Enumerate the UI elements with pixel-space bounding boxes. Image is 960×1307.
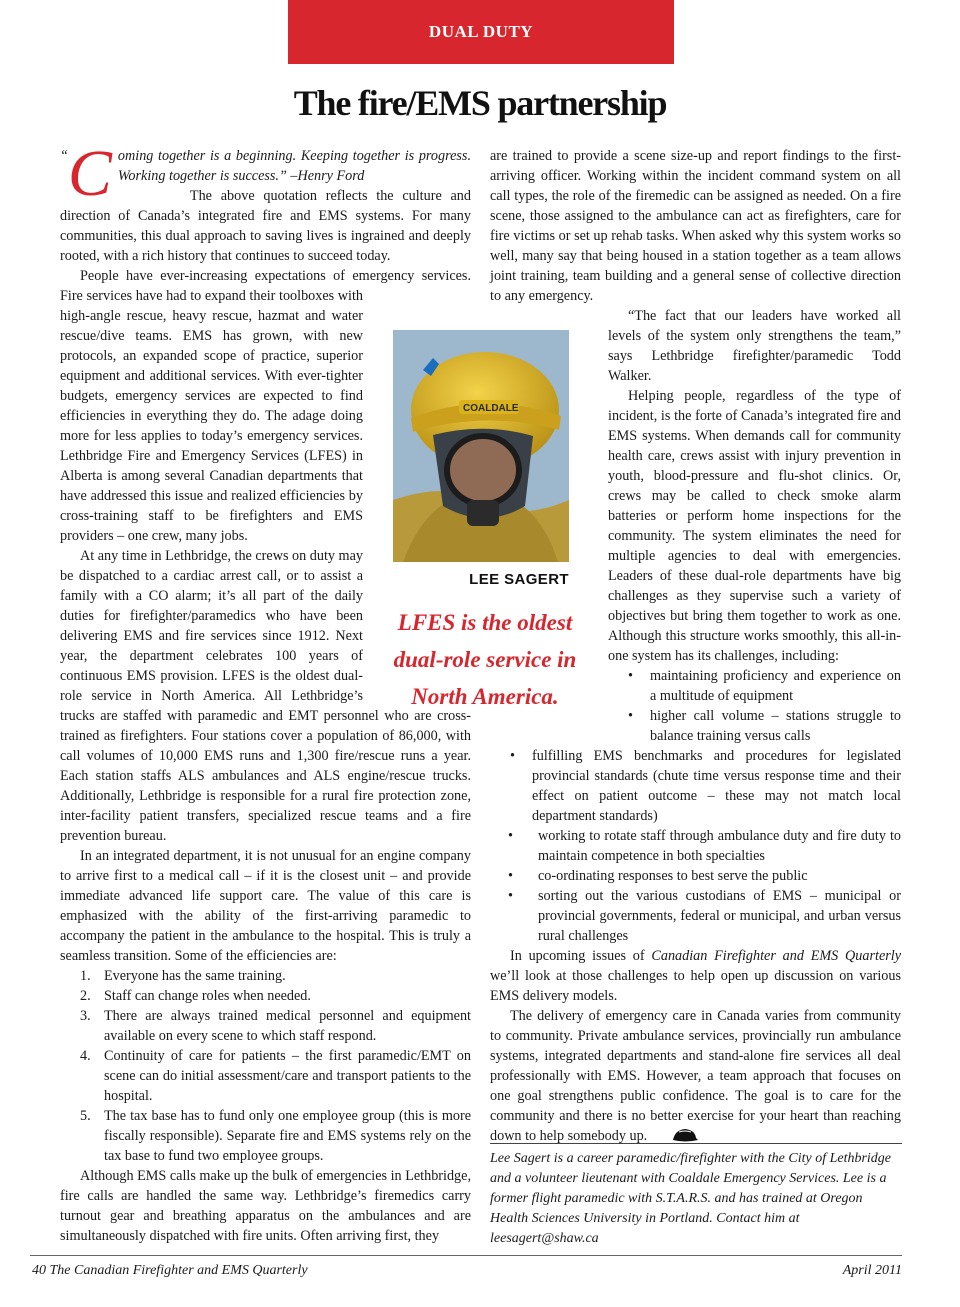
pull-quote: LFES is the oldest dual-role service in North America. <box>393 610 577 709</box>
p4-tail: we’ll look at those challenges to help open up discussion on various EMS delivery models. <box>490 968 901 1004</box>
helmet-text: COALDALE <box>463 403 519 414</box>
section-banner <box>288 0 674 64</box>
section-label: DUAL DUTY <box>428 22 534 41</box>
list-text: higher call volume – stations struggle to balance training versus calls <box>650 708 901 744</box>
list-text: sorting out the various custodians of EMS – municipal or provincial governments, federal or municipal, and urban versus rural challenges <box>538 888 901 944</box>
right-paragraph-4 <box>490 946 901 1006</box>
list-item <box>608 706 901 746</box>
list-text: working to rotate staff through ambulance duty and fire duty to maintain competence in both specialties <box>538 828 901 864</box>
photo-credit: LEE SAGERT <box>469 571 569 588</box>
list-item <box>490 746 901 826</box>
right-paragraph-2: “The fact that our leaders have worked all levels of the system only strengthens the team,” says Lethbridge firefighter/paramedic Todd Walker. <box>608 308 901 384</box>
p5-text: The delivery of emergency care in Canada varies from community to community. Private ambulance services, provincially run ambulance systems, integrated departments and stand-alone fire services all deal professionally with EMS. However, a team approach that focuses on one goal strengthens public confidence. The goal is to care for the community and there is no better exercise for your heart than reaching down to help somebody up. <box>490 1008 901 1144</box>
list-text: Everyone has the same training. <box>104 968 286 984</box>
list-item <box>60 1006 471 1046</box>
bullet: • <box>508 868 513 884</box>
list-item <box>60 1046 471 1106</box>
list-text: Continuity of care for patients – the first paramedic/EMT on scene can do initial assessment/care and transport patients to the hospital. <box>104 1048 471 1104</box>
challenges-list-b <box>490 826 901 946</box>
list-number: 1. <box>80 968 91 984</box>
list-item <box>60 986 471 1006</box>
firefighter-photo <box>393 330 569 562</box>
intro-text: The above quotation reflects the culture and direction of Canada’s integrated fire and EMS systems. For many communities, this dual approach to saving lives is ingrained and deeply rooted, with a rich history that continues to succeed today. <box>60 188 471 264</box>
bio-divider <box>490 1143 902 1144</box>
list-number: 4. <box>80 1048 91 1064</box>
list-item <box>60 966 471 986</box>
paragraph-2: People have ever-increasing expectations of emergency services. Fire services have had to expand their toolboxes with high-angle rescue, heavy rescue, hazmat and water rescue/dive teams. EMS has grown, with new protocols, an expanded scope of practice, superior equipment and additional services. With ever-tighter budgets, emergency services are expected to find efficiencies in everything they do. The adage doing more for less applies to today’s emergency services. Lethbridge Fire and Emergency Services (LFES) in Alberta is among several Canadian departments that have addressed this issue and realized efficiencies by cross-training staff to be firefighters and EMS providers – one crew, many jobs. <box>60 268 471 544</box>
right-paragraph-5 <box>490 1006 901 1149</box>
quote-mark: “ <box>60 148 68 164</box>
list-item <box>608 666 901 706</box>
fire-helmet-icon <box>651 1127 699 1149</box>
right-paragraph-1: are trained to provide a scene size-up and report findings to the first-arriving officer. Working within the incident command system on all call types, the role of the firemedic can be assigned as needed. On a fire scene, those assigned to the ambulance can act as firefighters, care for fire victims or set up rehab tasks. When asked why this system works so well, many say that being housed in a station together as a team allows joint training, team building and a general sense of collective direction to any emergency. <box>490 148 901 304</box>
footer-divider <box>30 1255 902 1256</box>
list-text: Staff can change roles when needed. <box>104 988 311 1004</box>
bullet: • <box>508 828 513 844</box>
efficiencies-list <box>60 966 471 1166</box>
bullet: • <box>628 708 633 724</box>
magazine-name: Canadian Firefighter and EMS Quarterly <box>651 948 902 964</box>
list-text: maintaining proficiency and experience on a multitude of equipment <box>650 668 901 704</box>
paragraph-5: Although EMS calls make up the bulk of emergencies in Lethbridge, fire calls are handled the same way. Lethbridge’s firemedics carry turnout gear and breathing apparatus on the ambulances and are simultaneously dispatched with fire units. Often arriving first, they <box>60 1168 471 1244</box>
opening-quote <box>60 137 471 210</box>
p4-lead: In upcoming issues of <box>510 948 652 964</box>
list-item <box>490 826 901 866</box>
bullet: • <box>510 748 515 764</box>
right-paragraph-3: Helping people, regardless of the type of incident, is the forte of Canada’s integrated fire and EMS systems. When demands call for community health care, crews assist with injury prevention in youth, blood-pressure and flu-shot clinics. Or, crews may be called to check smoke alarm batteries or perform home inspections for the community. The system eliminates the need for multiple agencies to deal with emergencies. Leaders of these dual-role departments have big challenges as they supervise such a variety of objectives but bring them together to work as one. Although this structure works smoothly, this all-in-one system has its challenges, including: <box>608 388 901 664</box>
intro-paragraph <box>60 186 471 266</box>
list-item <box>490 866 901 886</box>
bullet: • <box>628 668 633 684</box>
footer-date: April 2011 <box>842 1263 902 1278</box>
list-number: 2. <box>80 988 91 1004</box>
list-text: The tax base has to fund only one employee group (this is more fiscally responsible). Separate fire and EMS systems rely on the tax base to fund two employee groups. <box>104 1108 471 1164</box>
paragraph-4: In an integrated department, it is not unusual for an engine company to arrive first to a medical call – if it is the closest unit – and provide immediate advanced life support care. The value of this care is emphasized with the ability of the first-arriving paramedic to accompany the patient in the ambulance to the hospital. This is truly a seamless transition. Some of the efficiencies are: <box>60 848 471 964</box>
paragraph-3: At any time in Lethbridge, the crews on duty may be dispatched to a cardiac arrest call, or to assist a family with a CO alarm; it’s all part of the daily duties for firefighter/paramedics who have been delivering EMS and fire services since 1912. Next year, the department celebrates 100 years of continuous EMS provision. LFES is the oldest dual-role service in North America. All Lethbridge’s trucks are staffed with paramedic and EMT personnel who are cross-trained as firefighters. Four stations cover a population of 86,000, with call volumes of 10,000 EMS runs and 1,300 fire/rescue runs a year. Each station staffs ALS ambulances and ALS engine/rescue trucks. Additionally, Lethbridge is responsible for a rural fire protection zone, inter-facility patient transfers, specialized rescue teams and a fire prevention bureau. <box>60 548 471 844</box>
quote-text: oming together is a beginning. Keeping together is progress. Working together is success.” –Henry Ford <box>117 148 471 184</box>
footer-publication: 40 The Canadian Firefighter and EMS Quarterly <box>32 1263 308 1278</box>
list-text: fulfilling EMS benchmarks and procedures for legislated provincial standards (chute time versus response time and their effect on patient outcome – these may not match local department standards) <box>532 748 901 824</box>
list-number: 3. <box>80 1008 91 1024</box>
list-item <box>60 1106 471 1166</box>
list-item <box>490 886 901 946</box>
list-text: co-ordinating responses to best serve the public <box>538 868 808 884</box>
bullet: • <box>508 888 513 904</box>
list-text: There are always trained medical personnel and equipment available on every scene to which staff respond. <box>104 1008 471 1044</box>
article-headline: The fire/EMS partnership <box>293 83 667 123</box>
drop-cap: C <box>67 137 112 210</box>
list-number: 5. <box>80 1108 91 1124</box>
author-bio: Lee Sagert is a career paramedic/firefighter with the City of Lethbridge and a volunteer lieutenant with Coaldale Emergency Services. Lee is a former flight paramedic with S.T.A.R.S. and has trained at Oregon Health Sciences University in Portland. Contact him at leesagert@shaw.ca <box>490 1151 892 1246</box>
